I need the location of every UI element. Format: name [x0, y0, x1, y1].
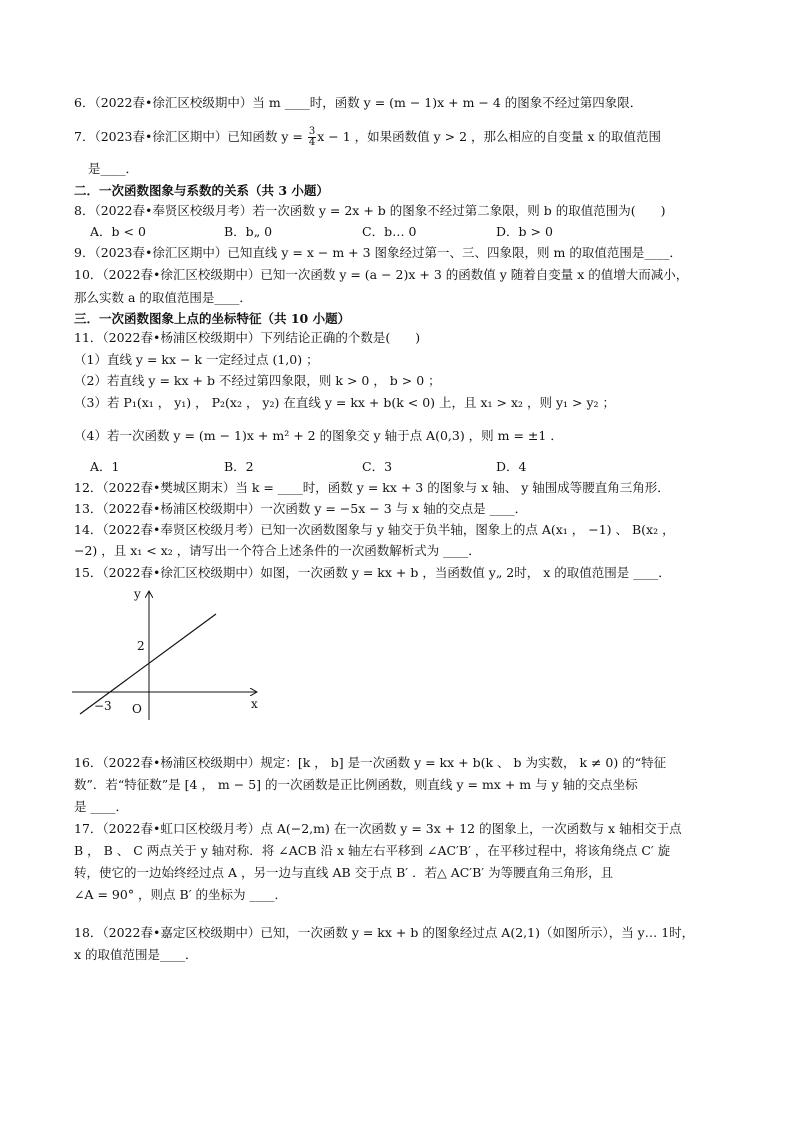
section-3-heading: 三．一次函数图象上点的坐标特征（共 10 小题）: [74, 311, 351, 326]
question-17-line1: 17．（2022春•虹口区校级月考）点 A(−2,m) 在一次函数 y = 3x + 12 的图象上，一次函数与 x 轴相交于点: [74, 821, 682, 836]
question-11-statement-1: （1）直线 y = kx − k 一定经过点 (1,0) ；: [74, 352, 319, 367]
fraction-numerator: 3: [308, 126, 316, 137]
q8-option-b: B．b„ 0: [224, 224, 273, 239]
question-8: 8．（2022春•奉贤区校级月考）若一次函数 y = 2x + b 的图象不经过第二象限，则 b 的取值范围为( ): [74, 203, 666, 218]
question-16-line2: 数”．若“特征数”是 [4 ， m − 5] 的一次函数是正比例函数，则直线 y = mx + m 与 y 轴的交点坐标: [74, 777, 638, 792]
question-10-line1: 10．（2022春•徐汇区校级期中）已知一次函数 y = (a − 2)x + 3 的函数值 y 随着自变量 x 的值增大而减小，: [74, 267, 689, 282]
q8-option-d: D．b > 0: [496, 224, 553, 239]
question-9: 9．（2023春•徐汇区期中）已知直线 y = x − m + 3 图象经过第一、三、四象限，则 m 的取值范围是____．: [74, 245, 682, 260]
q11-option-a: A．1: [90, 459, 120, 474]
question-7-text-a: 7．（2023春•徐汇区期中）已知函数 y =: [74, 129, 307, 144]
question-16-line1: 16．（2022春•杨浦区校级期中）规定：[k ， b] 是一次函数 y = kx + b(k 、 b 为实数， k ≠ 0) 的“特征: [74, 755, 667, 770]
question-7-text-b: x − 1 ，如果函数值 y > 2 ，那么相应的自变量 x 的取值范围: [317, 129, 661, 144]
question-11-statement-4: （4）若一次函数 y = (m − 1)x + m² + 2 的图象交 y 轴于点 A(0,3) ，则 m = ±1 ．: [74, 428, 563, 443]
x-intercept-label: −3: [94, 699, 112, 713]
fraction-three-quarters: [308, 127, 316, 148]
question-17-line3: 转，使它的一边始终经过点 A ，另一边与直线 AB 交于点 B′ ．若△ AC′B′ 为等腰直角三角形，且: [74, 865, 614, 880]
question-6: 6．（2022春•徐汇区校级期中）当 m ____时，函数 y = (m − 1)x + m − 4 的图象不经过第四象限．: [74, 95, 643, 110]
question-11-statement-3: （3）若 P₁(x₁ ， y₁) ， P₂(x₂ ， y₂) 在直线 y = kx + b(k < 0) 上，且 x₁ > x₂ ，则 y₁ > y₂ ；: [74, 395, 616, 410]
question-11: 11．（2022春•杨浦区校级期中）下列结论正确的个数是( ): [74, 330, 421, 345]
question-18-line2: x 的取值范围是____．: [74, 947, 198, 962]
y-axis-label: y: [134, 587, 141, 601]
fraction-denominator: 4: [308, 137, 316, 148]
question-10-line2: 那么实数 a 的取值范围是____．: [74, 290, 252, 305]
question-13: 13．（2022春•杨浦区校级期中）一次函数 y = −5x − 3 与 x 轴的交点是 ____．: [74, 501, 528, 516]
q8-option-c: C．b… 0: [362, 224, 417, 239]
q11-option-d: D．4: [496, 459, 527, 474]
linear-function-graph: [68, 586, 264, 722]
question-12: 12．（2022春•樊城区期末）当 k = ____时，函数 y = kx + 3 的图象与 x 轴、 y 轴围成等腰直角三角形．: [74, 480, 670, 495]
q11-option-c: C．3: [362, 459, 393, 474]
question-14-line2: −2) ，且 x₁ < x₂ ，请写出一个符合上述条件的一次函数解析式为 ____．: [74, 543, 481, 558]
section-2-heading: 二．一次函数图象与系数的关系（共 3 小题）: [74, 183, 329, 198]
y-intercept-label: 2: [137, 639, 145, 653]
question-18-line1: 18．（2022春•嘉定区校级期中）已知，一次函数 y = kx + b 的图象经过点 A(2,1)（如图所示），当 y… 1时，: [74, 925, 695, 940]
origin-label: O: [132, 702, 142, 716]
q8-option-a: A．b < 0: [90, 224, 146, 239]
q11-option-b: B．2: [224, 459, 254, 474]
x-axis-label: x: [251, 697, 258, 711]
question-17-line2: B ， B 、 C 两点关于 y 轴对称．将 ∠ACB 沿 x 轴左右平移到 ∠AC′B′ ，在平移过程中，将该角绕点 C′ 旋: [74, 843, 671, 858]
question-7: [74, 127, 661, 148]
question-7-line2: 是____．: [88, 161, 139, 176]
question-16-line3: 是 ____．: [74, 799, 128, 814]
question-11-statement-2: （2）若直线 y = kx + b 不经过第四象限，则 k > 0 ， b > 0 ；: [74, 373, 441, 388]
question-14-line1: 14．（2022春•奉贤区校级月考）已知一次函数图象与 y 轴交于负半轴，图象上的点 A(x₁ ， −1) 、 B(x₂ ，: [74, 522, 675, 537]
question-17-line4: ∠A = 90° ，则点 B′ 的坐标为 ____．: [74, 887, 287, 902]
question-15: 15．（2022春•徐汇区校级期中）如图，一次函数 y = kx + b ，当函数值 y„ 2时， x 的取值范围是 ____．: [74, 565, 671, 580]
